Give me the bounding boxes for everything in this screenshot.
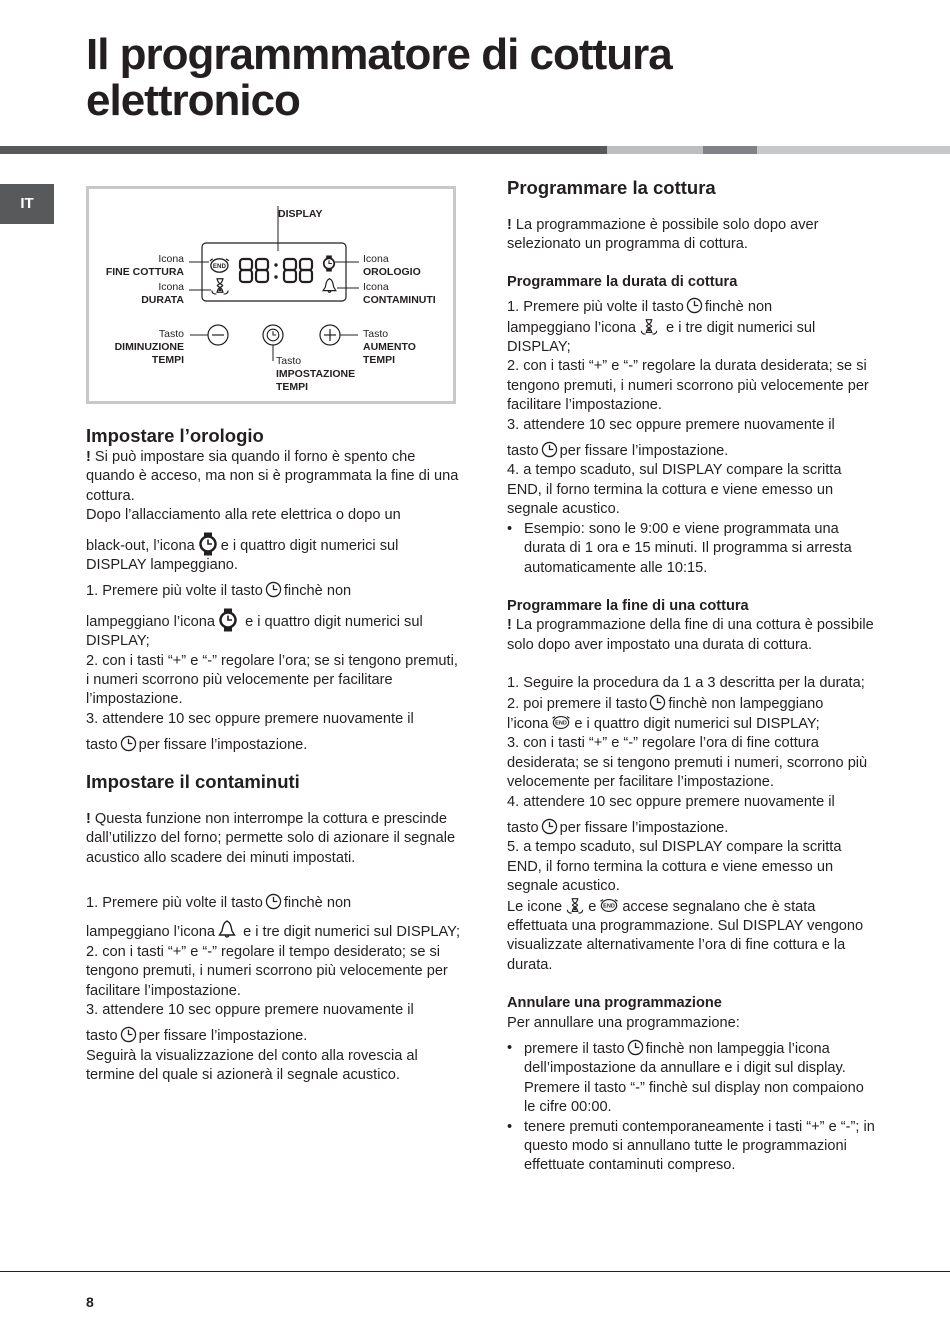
cancel-bullet-2: • tenere premuti contemporaneamente i tasti “+” e “-”; in questo modo si annullano tutte le programmazioni effettuate contaminuti compreso. <box>507 1118 875 1174</box>
end-step-4b: tasto per fissare l’impostazione. <box>507 819 729 836</box>
clock-blackout-2: black-out, l’icona e i quattro digit numerici sul DISPLAY lampeggiano. <box>86 532 462 576</box>
end-icon <box>550 714 572 731</box>
section-heading-clock: Impostare l’orologio <box>86 425 264 446</box>
hourglass-icon <box>638 318 660 335</box>
clock-step-3: 3. attendere 10 sec oppure premere nuovamente il <box>86 710 414 727</box>
clock-icon <box>686 297 703 314</box>
header-band-light <box>607 146 703 154</box>
timer-step-2: 2. con i tasti “+” e “-” regolare il tempo desiderato; se si tengono premuti, i numeri scorrono più velocemente per facilitare l’impostazione. <box>86 943 448 999</box>
end-step-4: 4. attendere 10 sec oppure premere nuovamente il <box>507 793 835 810</box>
display-label: DISPLAY <box>278 208 323 220</box>
end-step-1: 1. Seguire la procedura da 1 a 3 descritta per la durata; <box>507 675 865 692</box>
clock-icon <box>120 1026 137 1043</box>
minus-key-label: Tasto DIMINUZIONE TEMPI <box>114 328 184 366</box>
end-note: Le icone e accese segnalano che è stata effettuata una programmazione. Sul DISPLAY vengono visualizzate alternativamente l’ora di fine cottura e la durata. <box>507 898 864 973</box>
duration-step-1: 1. Premere più volte il tasto finchè non <box>507 299 773 316</box>
plus-key-label: Tasto AUMENTO TEMPI <box>363 328 416 366</box>
timer-outro: Seguirà la visualizzazione del conto alla rovescia al termine del quale si azionerà il segnale acustico. <box>86 1047 418 1084</box>
timer-intro: ! Questa funzione non interrompe la cottura e prescinde dall’utilizzo del forno; permette solo di azionare il segnale acustico allo scadere dei minuti impostati. <box>86 810 456 866</box>
end-icon <box>598 897 620 914</box>
clock-step-3b: tasto per fissare l’impostazione. <box>86 737 308 754</box>
end-intro: ! La programmazione della fine di una cottura è possibile solo dopo aver impostato una durata di cottura. <box>507 617 874 653</box>
subheading-duration: Programmare la durata di cottura <box>507 273 738 290</box>
title-line-2: elettronico <box>86 76 300 125</box>
language-tab: IT <box>0 184 54 224</box>
header-band-light-2 <box>757 146 950 154</box>
watch-icon <box>197 532 219 556</box>
left-column <box>86 424 462 1086</box>
cancel-bullet-1: • premere il tasto finchè non lampeggia l’icona dell’impostazione da annullare e i digit sul display. Premere il tasto “-” finchè sul display non compaiono le cifre 00:00. <box>507 1040 864 1116</box>
header-band-mid <box>703 146 757 154</box>
duration-example: • Esempio: sono le 9:00 e viene programmata una durata di 1 ora e 15 minuti. Il programma si arresta automaticamente alle 10:15. <box>507 520 852 576</box>
duration-step-2: 2. con i tasti “+” e “-” regolare la durata desiderata; se si tengono premuti, i numeri scorrono più velocemente per facilitare l’impostazione. <box>507 358 869 414</box>
end-step-5: 5. a tempo scaduto, sul DISPLAY compare la scritta END, il forno termina la cottura e viene emesso un segnale acustico. <box>507 839 842 895</box>
duration-step-3: 3. attendere 10 sec oppure premere nuovamente il <box>507 416 835 433</box>
clock-icon <box>627 1039 644 1056</box>
timer-step-1: 1. Premere più volte il tasto finchè non <box>86 894 352 911</box>
duration-step-3b: tasto per fissare l’impostazione. <box>507 443 729 460</box>
set-key-label: Tasto IMPOSTAZIONE TEMPI <box>276 355 356 393</box>
clock-icon <box>265 893 282 910</box>
clock-icon-label: Icona OROLOGIO <box>363 253 421 278</box>
control-panel-diagram <box>86 186 456 404</box>
duration-icon-label: Icona DURATA <box>141 281 184 306</box>
clock-intro: ! Si può impostare sia quando il forno è spento che quando è acceso, ma non si è programmata la fine di una cottura. <box>86 449 459 504</box>
timer-step-3: 3. attendere 10 sec oppure premere nuovamente il <box>86 1001 414 1018</box>
cancel-intro: Per annullare una programmazione: <box>507 1014 740 1031</box>
bell-icon <box>217 919 237 939</box>
page-number: 8 <box>86 1294 94 1310</box>
end-step-2b: l’icona e i quattro digit numerici sul DISPLAY; <box>507 715 820 732</box>
timer-step-1b: lampeggiano l’icona e i tre digit numerici sul DISPLAY; <box>86 919 462 942</box>
end-icon-label: Icona FINE COTTURA <box>105 253 184 278</box>
clock-icon <box>541 818 558 835</box>
clock-icon <box>120 735 137 752</box>
subheading-end: Programmare la fine di una cottura <box>507 597 749 614</box>
end-step-2: 2. poi premere il tasto finchè non lampeggiano <box>507 695 824 712</box>
end-step-3: 3. con i tasti “+” e “-” regolare l’ora di fine cottura desiderata; se si tengono premuti i numeri, scorrono più velocemente per facilitare l’impostazione. <box>507 735 868 791</box>
end-display-icon <box>210 259 229 272</box>
duration-step-4: 4. a tempo scaduto, sul DISPLAY compare la scritta END, il forno termina la cottura e viene emesso un segnale acustico. <box>507 462 842 518</box>
timer-icon-label: Icona CONTAMINUTI <box>363 281 436 306</box>
clock-step-2: 2. con i tasti “+” e “-” regolare l’ora; se si tengono premuti, i numeri scorrono più velocemente per facilitare l’impostazione. <box>86 652 458 708</box>
subheading-cancel: Annulare una programmazione <box>507 995 722 1012</box>
header-band-dark <box>0 146 607 154</box>
clock-step-1: 1. Premere più volte il tasto finchè non <box>86 583 352 600</box>
watch-icon <box>217 608 239 632</box>
duration-step-1b: lampeggiano l’icona e i tre digit numerici sul DISPLAY; <box>507 319 816 356</box>
clock-icon <box>265 581 282 598</box>
section-heading-program: Programmare la cottura <box>507 177 716 198</box>
program-intro: ! La programmazione è possibile solo dopo aver selezionato un programma di cottura. <box>507 217 819 253</box>
clock-blackout: Dopo l’allacciamento alla rete elettrica o dopo un <box>86 507 401 524</box>
section-heading-timer: Impostare il contaminuti <box>86 770 300 792</box>
clock-icon <box>649 694 666 711</box>
clock-icon <box>541 441 558 458</box>
right-column <box>507 176 879 1176</box>
footer-rule <box>0 1271 950 1272</box>
bell-display-icon <box>323 279 336 293</box>
hourglass-display-icon <box>212 279 228 294</box>
watch-display-icon <box>324 255 335 271</box>
hourglass-icon <box>564 897 586 914</box>
clock-step-1b: lampeggiano l’icona e i quattro digit numerici sul DISPLAY; <box>86 608 462 652</box>
timer-step-3b: tasto per fissare l’impostazione. <box>86 1028 308 1045</box>
title-line-1: Il programmmatore di cottura <box>86 30 672 79</box>
page-title <box>86 32 672 124</box>
